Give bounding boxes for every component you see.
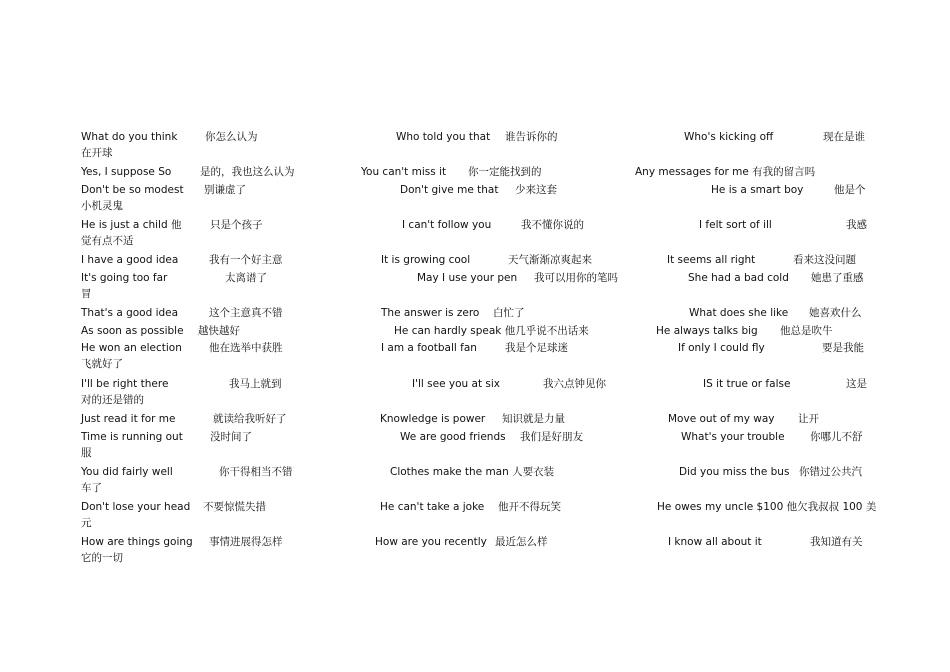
text-line: 事情进展得怎样 [209,536,283,548]
text-line: The answer is zero [381,307,480,319]
text-line: 他总是吹牛 [780,325,833,337]
text-line: 她患了重感 [811,272,864,284]
text-line: 白忙了 [493,307,525,319]
text-line: 在开球 [81,147,113,159]
text-line: 这是 [846,378,867,390]
text-line: 就读给我听好了 [213,413,287,425]
text-line: Don't give me that [400,184,499,196]
text-line: He always talks big [656,325,758,337]
text-line: I know all about it [668,536,762,548]
text-line: It's going too far [81,272,168,284]
text-line: 他在选举中获胜 [209,342,283,354]
text-line: IS it true or false [703,378,791,390]
text-line: 是的，我也这么认为 [200,166,295,178]
text-line: What does she like [689,307,789,319]
text-line: 你干得相当不错 [219,466,293,478]
text-line: 最近怎么样 [495,536,548,548]
text-line: 谁告诉你的 [505,131,558,143]
text-line: 没时间了 [210,431,252,443]
text-line: 现在是谁 [823,131,865,143]
text-line: I can't follow you [402,219,492,231]
text-line: 我感 [846,219,867,231]
text-line: May I use your pen [417,272,518,284]
text-line: Just read it for me [81,413,176,425]
text-line: Who's kicking off [684,131,774,143]
text-line: 你一定能找到的 [468,166,542,178]
text-line: 我马上就到 [229,378,282,390]
text-line: Clothes make the man 人要衣装 [390,466,555,478]
text-line: 知识就是力量 [502,413,565,425]
text-line: 这个主意真不错 [209,307,283,319]
text-line: I have a good idea [81,254,179,266]
text-line: 你怎么认为 [205,131,258,143]
text-line: 越快越好 [198,325,240,337]
text-line: Time is running out [81,431,183,443]
text-line: How are things going [81,536,193,548]
text-line: 它的一切 [81,552,123,564]
text-line: 太离谱了 [225,272,267,284]
text-line: 少来这套 [515,184,557,196]
text-line: 你错过公共汽 [799,466,862,478]
text-line: 我们是好朋友 [520,431,583,443]
text-line: 要是我能 [822,342,864,354]
text-line: I felt sort of ill [699,219,772,231]
text-line: It seems all right [667,254,756,266]
text-line: What do you think [81,131,178,143]
text-line: I'll see you at six [412,378,501,390]
text-line: Knowledge is power [380,413,486,425]
text-line: You can't miss it [361,166,447,178]
text-line: 我六点钟见你 [543,378,606,390]
text-line: 我不懂你说的 [521,219,584,231]
text-line: He owes my uncle $100 他欠我叔叔 100 美 [657,501,877,513]
text-line: Any messages for me 有我的留言吗 [635,166,816,178]
text-line: 让开 [798,413,819,425]
text-line: Don't lose your head [81,501,191,513]
text-line: Did you miss the bus [679,466,790,478]
text-line: He can't take a joke [380,501,485,513]
text-line: That's a good idea [81,307,179,319]
text-line: Move out of my way [668,413,775,425]
text-line: 觉有点不适 [81,235,134,247]
text-line: Yes, I suppose So [81,166,172,178]
text-line: 我知道有关 [810,536,863,548]
text-line: 我有一个好主意 [209,254,283,266]
text-line: He is a smart boy [711,184,804,196]
text-line: I am a football fan [381,342,477,354]
text-line: We are good friends [400,431,506,443]
text-line: He can hardly speak 他几乎说不出话来 [394,325,589,337]
text-line: 她喜欢什么 [809,307,862,319]
text-line: He won an election [81,342,182,354]
text-line: 只是个孩子 [210,219,263,231]
text-line: It is growing cool [381,254,471,266]
text-line: 你哪儿不舒 [810,431,863,443]
text-line: How are you recently [375,536,487,548]
text-line: If only I could fly [678,342,765,354]
text-line: 飞就好了 [81,358,123,370]
text-line: 他是个 [834,184,866,196]
text-line: What's your trouble [681,431,785,443]
text-line: 我可以用你的笔吗 [534,272,618,284]
text-line: 小机灵鬼 [81,200,123,212]
text-line: 天气渐渐凉爽起来 [508,254,592,266]
text-line: Who told you that [396,131,491,143]
text-line: 对的还是错的 [81,394,144,406]
text-line: You did fairly well [81,466,173,478]
text-line: 服 [81,447,92,459]
text-line: 冒 [81,288,92,300]
text-line: 别谦虚了 [204,184,246,196]
text-line: 元 [81,517,92,529]
text-line: As soon as possible [81,325,184,337]
text-line: She had a bad cold [688,272,789,284]
text-line: I'll be right there [81,378,169,390]
text-line: He is just a child 他 [81,219,182,231]
text-line: 我是个足球迷 [505,342,568,354]
text-line: Don't be so modest [81,184,184,196]
text-line: 看来这没问题 [793,254,856,266]
text-line: 他开不得玩笑 [498,501,561,513]
text-line: 不要惊慌失措 [203,501,266,513]
text-line: 车了 [81,482,102,494]
